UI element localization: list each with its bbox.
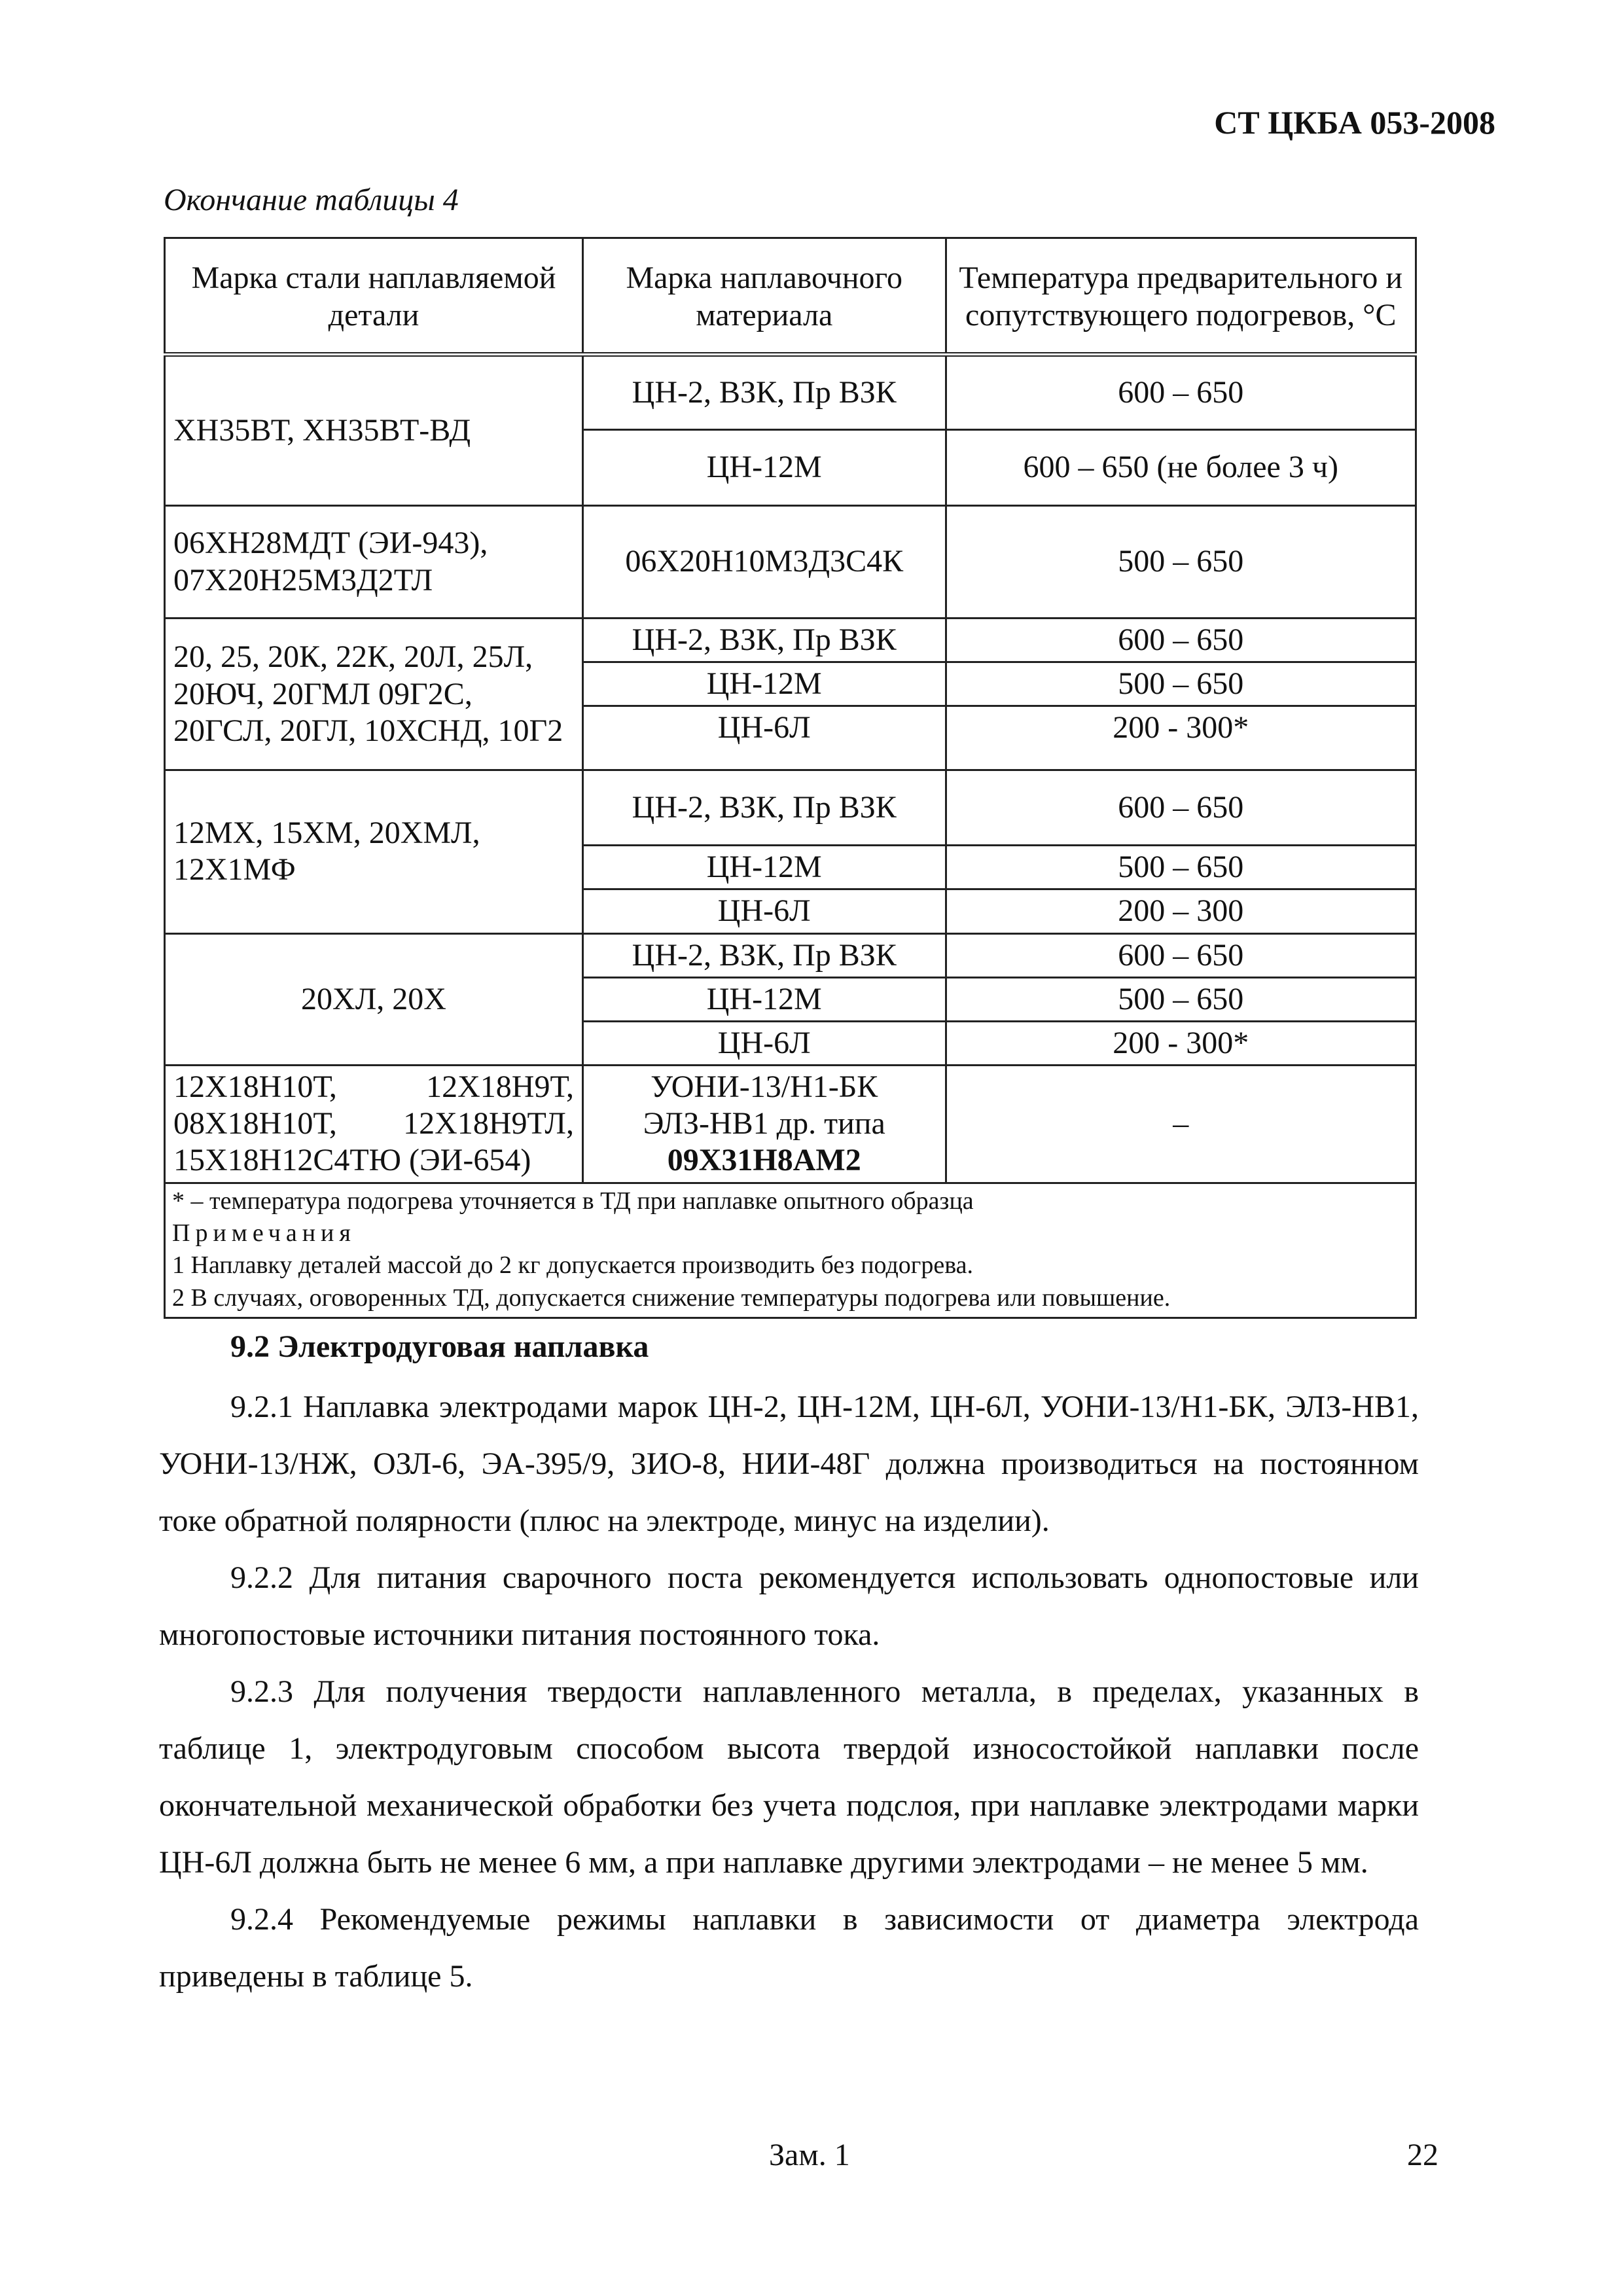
material-cell (582, 1066, 946, 1183)
col-header-material: Марка наплавочного материала (582, 238, 946, 355)
temperature-cell: 200 - 300* (946, 1021, 1416, 1065)
steel-cell (165, 1066, 583, 1183)
table-caption: Окончание таблицы 4 (164, 183, 459, 217)
temperature-cell: 500 – 650 (946, 977, 1416, 1021)
material-line: ЭЛЗ-НВ1 др. типа (643, 1106, 885, 1141)
footnote: * – температура подогрева уточняется в ТД при наплавке опытного образца (172, 1187, 974, 1215)
temperature-cell: 200 – 300 (946, 889, 1416, 933)
temperature-cell: 200 - 300* (946, 706, 1416, 770)
temperature-cell: 500 – 650 (946, 662, 1416, 706)
temperature-cell: 500 – 650 (946, 846, 1416, 889)
temperature-cell: 500 – 650 (946, 506, 1416, 619)
material-cell: ЦН-12М (582, 430, 946, 506)
table-row (165, 770, 1416, 846)
temperature-cell: 600 – 650 (946, 770, 1416, 846)
note-1: 1 Наплавку деталей массой до 2 кг допускается производить без подогрева. (172, 1251, 974, 1280)
steel-line: 12Х18Н10Т, 12Х18Н9Т, (173, 1069, 574, 1105)
material-line-bold: 09Х31Н8АМ2 (667, 1143, 861, 1178)
steel-cell: 20, 25, 20К, 22К, 20Л, 25Л, 20ЮЧ, 20ГМЛ 09Г2С, 20ГСЛ, 20ГЛ, 10ХСНД, 10Г2 (165, 619, 583, 770)
preheat-table (164, 237, 1417, 1319)
material-cell: ЦН-2, ВЗК, Пр ВЗК (582, 355, 946, 430)
temperature-cell: 600 – 650 (не более 3 ч) (946, 430, 1416, 506)
document-code: СТ ЦКБА 053-2008 (1214, 104, 1495, 141)
notes-title: Примечания (172, 1219, 356, 1247)
material-cell: ЦН-2, ВЗК, Пр ВЗК (582, 770, 946, 846)
steel-cell: ХН35ВТ, ХН35ВТ-ВД (165, 355, 583, 506)
paragraph-9-2-3: 9.2.3 Для получения твердости наплавленного металла, в пределах, указанных в таблице 1, электродуговым способом высота твердой износостойкой наплавки после окончательной механической обработки без учета подслоя, при наплавке электродами марки ЦН-6Л должна быть не менее 6 мм, а при наплавке другими электродами – не менее 5 мм. (159, 1674, 1419, 1880)
table-row (165, 1066, 1416, 1183)
paragraph-9-2-1: 9.2.1 Наплавка электродами марок ЦН-2, ЦН-12М, ЦН-6Л, УОНИ-13/Н1-БК, ЭЛЗ-НВ1, УОНИ-13/НЖ, ОЗЛ-6, ЭА-395/9, ЗИО-8, НИИ-48Г должна производиться на постоянном токе обратной полярности (плюс на электроде, минус на изделии). (159, 1390, 1419, 1538)
temperature-cell: 600 – 650 (946, 933, 1416, 977)
table-row (165, 619, 1416, 662)
paragraph-9-2-2: 9.2.2 Для питания сварочного поста рекомендуется использовать однопостовые или многопостовые источники питания постоянного тока. (159, 1560, 1419, 1652)
material-cell: ЦН-6Л (582, 706, 946, 770)
change-note: Зам. 1 (769, 2138, 850, 2172)
table-row (165, 355, 1416, 430)
col-header-temperature: Температура предварительного и сопутствующего подогревов, °С (946, 238, 1416, 355)
notes-cell (165, 1183, 1416, 1318)
table-row (165, 506, 1416, 619)
material-cell: 06Х20Н10М3Д3С4К (582, 506, 946, 619)
note-2: 2 В случаях, оговоренных ТД, допускается снижение температуры подогрева или повышение. (172, 1283, 1171, 1312)
steel-line: 08Х18Н10Т, 12Х18Н9ТЛ, (173, 1106, 574, 1141)
table-notes-row (165, 1183, 1416, 1318)
material-cell: ЦН-6Л (582, 1021, 946, 1065)
table-row (165, 933, 1416, 977)
material-cell: ЦН-6Л (582, 889, 946, 933)
material-cell: ЦН-2, ВЗК, Пр ВЗК (582, 933, 946, 977)
temperature-cell: 600 – 650 (946, 355, 1416, 430)
material-cell: ЦН-12М (582, 846, 946, 889)
temperature-cell: – (946, 1066, 1416, 1183)
col-header-steel: Марка стали наплавляемой детали (165, 238, 583, 355)
material-cell: ЦН-2, ВЗК, Пр ВЗК (582, 619, 946, 662)
temperature-cell: 600 – 650 (946, 619, 1416, 662)
steel-cell: 06ХН28МДТ (ЭИ-943), 07Х20Н25М3Д2ТЛ (165, 506, 583, 619)
paragraph-9-2-4: 9.2.4 Рекомендуемые режимы наплавки в зависимости от диаметра электрода приведены в таблице 5. (159, 1902, 1419, 1994)
material-line: УОНИ-13/Н1-БК (651, 1069, 878, 1105)
material-cell: ЦН-12М (582, 977, 946, 1021)
steel-line: 15Х18Н12С4ТЮ (ЭИ-654) (173, 1143, 531, 1178)
section-heading: 9.2 Электродуговая наплавка (230, 1329, 649, 1364)
material-cell: ЦН-12М (582, 662, 946, 706)
table-header-row (165, 238, 1416, 355)
page-number: 22 (1407, 2138, 1438, 2172)
steel-cell: 12МХ, 15ХМ, 20ХМЛ, 12Х1МФ (165, 770, 583, 933)
steel-cell: 20ХЛ, 20Х (165, 933, 583, 1065)
section-body (159, 1378, 1419, 2005)
